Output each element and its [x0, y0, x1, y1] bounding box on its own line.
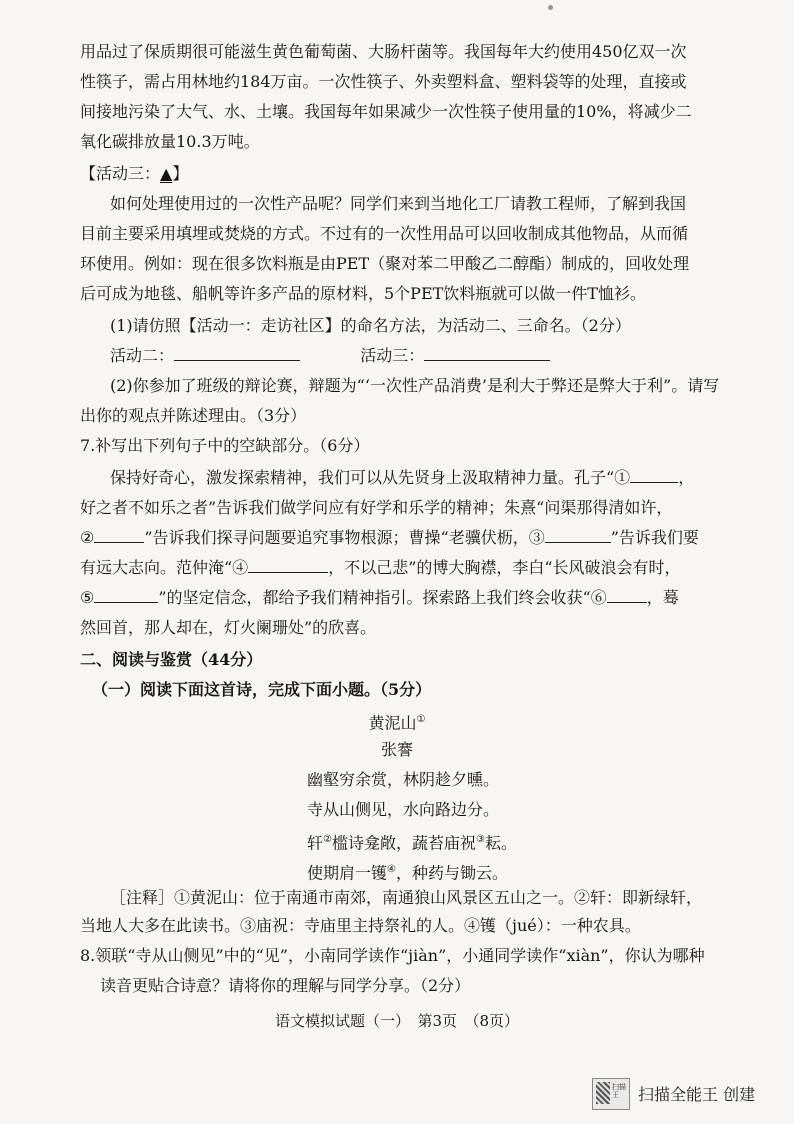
question-7-title: 7.补写出下列句子中的空缺部分。（6分）	[80, 436, 370, 455]
section-2-heading: 二、阅读与鉴赏（44分）	[80, 650, 263, 669]
question-6-2-cont: 出你的观点并陈述理由。（3分）	[80, 406, 307, 425]
question-8: 8.领联“寺从山侧见”中的“见”，小南同学读作“jiàn”，小通同学读作“xiàn”，你认为哪种	[80, 946, 705, 965]
q7-line: ⑤ ”的坚定信念，都给予我们精神指引。探索路上我们终会收获“⑥ ，蓦	[80, 588, 679, 607]
blank-3[interactable]	[545, 528, 611, 543]
activity2-answer-blank[interactable]	[174, 346, 300, 361]
activity3-label: 活动三：	[360, 346, 425, 365]
body-line: 用品过了保质期很可能滋生黄色葡萄菌、大肠杆菌等。我国每年大约使用450亿双一次	[80, 42, 687, 61]
poem-line: 使期肩一镬④，种药与锄云。	[307, 863, 508, 883]
notes-line: 当地人大多在此读书。③庙祝：寺庙里主持祭礼的人。④镬（jué）：一种农具。	[80, 916, 641, 935]
paragraph-line: 如何处理使用过的一次性产品呢？同学们来到当地化工厂请教工程师，了解到我国	[110, 194, 687, 213]
activity2-label: 活动二：	[110, 346, 175, 365]
paragraph-line: 环使用。例如：现在很多饮料瓶是由PET（聚对苯二甲酸乙二醇酯）制成的，回收处理	[80, 254, 690, 273]
question-6-2: (2)你参加了班级的辩论赛，辩题为“‘一次性产品消费’是利大于弊还是弊大于利”。请写	[110, 376, 720, 395]
q7-line: 好之者不如乐之者”告诉我们做学问应有好学和乐学的精神；朱熹“问渠那得清如许，	[80, 498, 673, 517]
scanner-watermark: 扫描全能王 创建	[638, 1085, 756, 1104]
q7-line: 有远大志向。范仲淹“④ ，不以己悲”的博大胸襟，李白“长风破浪会有时，	[80, 558, 681, 577]
scanner-logo-icon	[592, 1078, 630, 1110]
activity3-answer-blank[interactable]	[424, 346, 550, 361]
blank-5[interactable]	[94, 588, 158, 603]
q7-line: ② ”告诉我们探寻问题要追究事物根源；曹操“老骥伏枥，③ ”告诉我们要	[80, 528, 699, 547]
blank-1[interactable]	[630, 468, 678, 483]
body-line: 氧化碳排放量10.3万吨。	[80, 132, 260, 151]
blank-2[interactable]	[94, 528, 144, 543]
qr-code-icon	[596, 1082, 610, 1104]
blank-4[interactable]	[248, 558, 328, 573]
poem-title: 黄泥山①	[368, 713, 426, 733]
scan-dot	[548, 5, 553, 10]
notes-line: ［注释］①黄泥山：位于南通市南郊，南通狼山风景区五山之一。②轩：即新绿轩，	[110, 888, 703, 907]
body-line: 性筷子，需占用林地约184万亩。一次性筷子、外卖塑料盒、塑料袋等的处理，直接或	[80, 72, 687, 91]
q7-line: 保持好奇心，激发探索精神，我们可以从先贤身上汲取精神力量。孔子“① ，	[110, 468, 695, 487]
poem-line: 幽壑穷余赏，林阴趁夕曛。	[307, 770, 500, 789]
answer-blanks-row	[110, 346, 550, 366]
poem-line: 轩②槛诗龛敞，蔬苔庙祝③耘。	[307, 833, 517, 853]
page-footer: 语文模拟试题（一） 第3页 （8页）	[274, 1012, 520, 1030]
paragraph-line: 目前主要采用填埋或焚烧的方式。不过有的一次性用品可以回收制成其他物品，从而循	[80, 224, 689, 243]
badge-text: 扫描王	[612, 1083, 626, 1099]
q7-line: 然回首，那人却在，灯火阑珊处”的欣喜。	[80, 618, 377, 637]
question-8-cont: 读音更贴合诗意？请将你的理解与同学分享。（2分）	[100, 976, 471, 995]
note-ref: ①	[416, 714, 426, 725]
paragraph-line: 后可成为地毯、船帆等许多产品的原材料，5个PET饮料瓶就可以做一件T恤衫。	[80, 284, 646, 303]
blank-6[interactable]	[607, 588, 647, 603]
question-6-1: (1)请仿照【活动一：走访社区】的命名方法，为活动二、三命名。（2分）	[110, 316, 631, 335]
activity3-heading: 【活动三：▲】	[80, 164, 189, 183]
body-line: 间接地污染了大气、水、土壤。我国每年如果减少一次性筷子使用量的10%，将减少二	[80, 102, 692, 121]
poem-author: 张謇	[380, 740, 413, 759]
triangle-mark: ▲	[160, 164, 173, 183]
subsection-1-heading: （一）阅读下面这首诗，完成下面小题。（5分）	[92, 680, 432, 699]
poem-line: 寺从山侧见，水向路边分。	[307, 800, 500, 819]
